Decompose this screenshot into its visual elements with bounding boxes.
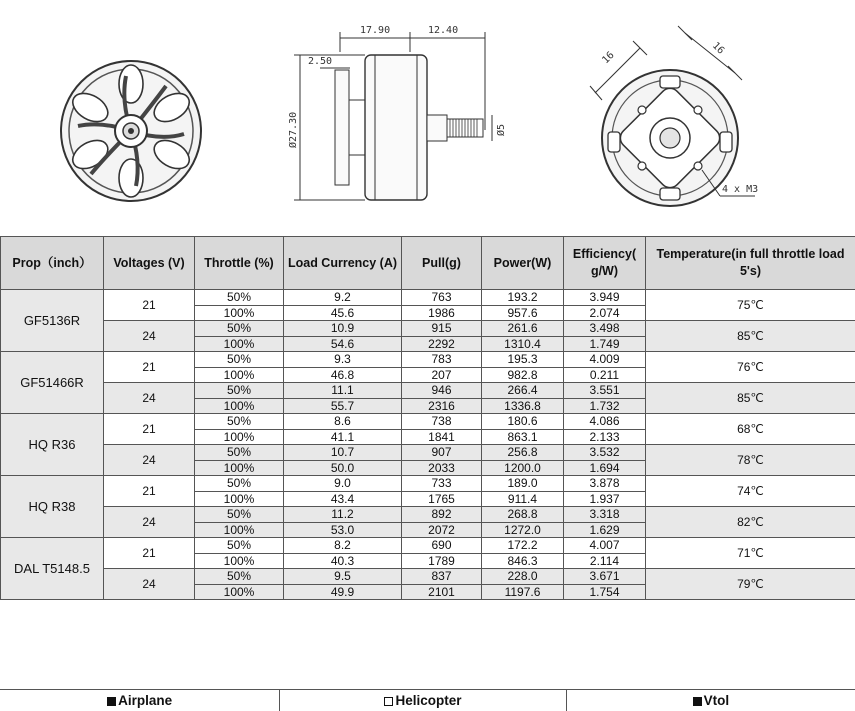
prop-cell: HQ R38: [1, 476, 104, 538]
pull-cell: 738: [402, 414, 482, 430]
power-cell: 846.3: [482, 553, 564, 569]
throttle-cell: 50%: [195, 383, 284, 399]
power-cell: 180.6: [482, 414, 564, 430]
table-row: [1, 321, 855, 337]
efficiency-cell: 3.318: [564, 507, 646, 523]
legend-vtol: [567, 690, 855, 711]
power-cell: 1336.8: [482, 398, 564, 414]
table-row: [1, 414, 855, 430]
current-cell: 11.1: [284, 383, 402, 399]
efficiency-cell: 1.754: [564, 584, 646, 600]
header-power: Power(W): [482, 237, 564, 290]
power-cell: 1197.6: [482, 584, 564, 600]
current-cell: 9.0: [284, 476, 402, 492]
dim-length: 17.90: [360, 25, 390, 36]
current-cell: 9.2: [284, 290, 402, 306]
temperature-cell: 79℃: [646, 569, 855, 600]
voltage-cell: 24: [104, 445, 195, 476]
performance-table: [0, 236, 855, 600]
table-row: [1, 445, 855, 461]
pull-cell: 837: [402, 569, 482, 585]
power-cell: 1272.0: [482, 522, 564, 538]
filled-square-icon: [693, 697, 702, 706]
header-prop: Prop（inch）: [1, 237, 104, 290]
throttle-cell: 100%: [195, 460, 284, 476]
pull-cell: 915: [402, 321, 482, 337]
table-header-row: [1, 237, 855, 290]
voltage-cell: 21: [104, 290, 195, 321]
table-row: [1, 383, 855, 399]
motor-drawings: [0, 0, 855, 236]
power-cell: 189.0: [482, 476, 564, 492]
efficiency-cell: 3.551: [564, 383, 646, 399]
header-pull: Pull(g): [402, 237, 482, 290]
pull-cell: 2101: [402, 584, 482, 600]
pull-cell: 2316: [402, 398, 482, 414]
temperature-cell: 68℃: [646, 414, 855, 445]
efficiency-cell: 4.007: [564, 538, 646, 554]
filled-square-icon: [107, 697, 116, 706]
throttle-cell: 50%: [195, 352, 284, 368]
current-cell: 49.9: [284, 584, 402, 600]
dim-bolt-spacing-a: 16: [600, 50, 616, 66]
dim-shaft-diameter: Ø5: [495, 124, 507, 136]
pull-cell: 763: [402, 290, 482, 306]
throttle-cell: 50%: [195, 507, 284, 523]
efficiency-cell: 1.694: [564, 460, 646, 476]
voltage-cell: 21: [104, 414, 195, 445]
pull-cell: 733: [402, 476, 482, 492]
power-cell: 1310.4: [482, 336, 564, 352]
current-cell: 8.6: [284, 414, 402, 430]
prop-cell: HQ R36: [1, 414, 104, 476]
current-cell: 9.5: [284, 569, 402, 585]
temperature-cell: 75℃: [646, 290, 855, 321]
motor-side-view: [280, 20, 520, 220]
temperature-cell: 82℃: [646, 507, 855, 538]
voltage-cell: 24: [104, 507, 195, 538]
motor-front-view: [56, 56, 206, 206]
throttle-cell: 50%: [195, 538, 284, 554]
table-row: [1, 290, 855, 306]
efficiency-cell: 0.211: [564, 367, 646, 383]
pull-cell: 1765: [402, 491, 482, 507]
power-cell: 261.6: [482, 321, 564, 337]
dim-flange: 2.50: [308, 56, 332, 67]
throttle-cell: 100%: [195, 522, 284, 538]
current-cell: 43.4: [284, 491, 402, 507]
header-temperature: Temperature(in full throttle load 5's): [646, 237, 855, 290]
throttle-cell: 100%: [195, 336, 284, 352]
legend-airplane-label: Airplane: [118, 693, 172, 708]
throttle-cell: 50%: [195, 445, 284, 461]
temperature-cell: 85℃: [646, 321, 855, 352]
pull-cell: 783: [402, 352, 482, 368]
power-cell: 982.8: [482, 367, 564, 383]
pull-cell: 207: [402, 367, 482, 383]
efficiency-cell: 3.498: [564, 321, 646, 337]
current-cell: 9.3: [284, 352, 402, 368]
prop-cell: GF51466R: [1, 352, 104, 414]
efficiency-cell: 3.671: [564, 569, 646, 585]
voltage-cell: 21: [104, 352, 195, 383]
efficiency-cell: 1.937: [564, 491, 646, 507]
throttle-cell: 100%: [195, 553, 284, 569]
pull-cell: 2292: [402, 336, 482, 352]
throttle-cell: 100%: [195, 398, 284, 414]
power-cell: 256.8: [482, 445, 564, 461]
pull-cell: 1841: [402, 429, 482, 445]
pull-cell: 946: [402, 383, 482, 399]
efficiency-cell: 4.009: [564, 352, 646, 368]
power-cell: 1200.0: [482, 460, 564, 476]
current-cell: 54.6: [284, 336, 402, 352]
current-cell: 10.7: [284, 445, 402, 461]
power-cell: 268.8: [482, 507, 564, 523]
legend-vtol-label: Vtol: [704, 693, 730, 708]
table-row: [1, 352, 855, 368]
legend-helicopter: [280, 690, 566, 711]
dim-bolt-holes: 4 x M3: [722, 184, 758, 195]
current-cell: 8.2: [284, 538, 402, 554]
throttle-cell: 50%: [195, 476, 284, 492]
pull-cell: 1986: [402, 305, 482, 321]
dim-bolt-spacing-b: 16: [710, 40, 726, 56]
current-cell: 46.8: [284, 367, 402, 383]
voltage-cell: 21: [104, 476, 195, 507]
table-row: [1, 476, 855, 492]
aircraft-type-legend: [0, 689, 855, 711]
pull-cell: 1789: [402, 553, 482, 569]
voltage-cell: 24: [104, 383, 195, 414]
voltage-cell: 24: [104, 569, 195, 600]
voltage-cell: 21: [104, 538, 195, 569]
table-row: [1, 569, 855, 585]
efficiency-cell: 2.114: [564, 553, 646, 569]
temperature-cell: 71℃: [646, 538, 855, 569]
temperature-cell: 85℃: [646, 383, 855, 414]
power-cell: 172.2: [482, 538, 564, 554]
efficiency-cell: 1.732: [564, 398, 646, 414]
legend-airplane: [0, 690, 280, 711]
pull-cell: 907: [402, 445, 482, 461]
throttle-cell: 100%: [195, 584, 284, 600]
current-cell: 11.2: [284, 507, 402, 523]
current-cell: 55.7: [284, 398, 402, 414]
current-cell: 45.6: [284, 305, 402, 321]
temperature-cell: 78℃: [646, 445, 855, 476]
throttle-cell: 50%: [195, 569, 284, 585]
throttle-cell: 100%: [195, 367, 284, 383]
power-cell: 193.2: [482, 290, 564, 306]
efficiency-cell: 3.949: [564, 290, 646, 306]
efficiency-cell: 3.532: [564, 445, 646, 461]
power-cell: 195.3: [482, 352, 564, 368]
current-cell: 10.9: [284, 321, 402, 337]
hollow-square-icon: [384, 697, 393, 706]
motor-bottom-view: [570, 18, 770, 228]
pull-cell: 690: [402, 538, 482, 554]
pull-cell: 2033: [402, 460, 482, 476]
temperature-cell: 74℃: [646, 476, 855, 507]
throttle-cell: 50%: [195, 321, 284, 337]
header-current: Load Currency (A): [284, 237, 402, 290]
dim-shaft-length: 12.40: [428, 25, 458, 36]
header-efficiency: Efficiency( g/W): [564, 237, 646, 290]
efficiency-cell: 4.086: [564, 414, 646, 430]
throttle-cell: 100%: [195, 491, 284, 507]
dim-diameter: Ø27.30: [287, 112, 299, 148]
power-cell: 228.0: [482, 569, 564, 585]
throttle-cell: 100%: [195, 429, 284, 445]
efficiency-cell: 1.629: [564, 522, 646, 538]
pull-cell: 892: [402, 507, 482, 523]
header-throttle: Throttle (%): [195, 237, 284, 290]
current-cell: 41.1: [284, 429, 402, 445]
table-row: [1, 507, 855, 523]
power-cell: 266.4: [482, 383, 564, 399]
temperature-cell: 76℃: [646, 352, 855, 383]
efficiency-cell: 1.749: [564, 336, 646, 352]
prop-cell: GF5136R: [1, 290, 104, 352]
voltage-cell: 24: [104, 321, 195, 352]
efficiency-cell: 2.133: [564, 429, 646, 445]
power-cell: 911.4: [482, 491, 564, 507]
current-cell: 40.3: [284, 553, 402, 569]
prop-cell: DAL T5148.5: [1, 538, 104, 600]
efficiency-cell: 2.074: [564, 305, 646, 321]
pull-cell: 2072: [402, 522, 482, 538]
power-cell: 863.1: [482, 429, 564, 445]
throttle-cell: 50%: [195, 414, 284, 430]
power-cell: 957.6: [482, 305, 564, 321]
legend-helicopter-label: Helicopter: [395, 693, 461, 708]
current-cell: 53.0: [284, 522, 402, 538]
throttle-cell: 50%: [195, 290, 284, 306]
current-cell: 50.0: [284, 460, 402, 476]
throttle-cell: 100%: [195, 305, 284, 321]
table-row: [1, 538, 855, 554]
efficiency-cell: 3.878: [564, 476, 646, 492]
header-voltage: Voltages (V): [104, 237, 195, 290]
